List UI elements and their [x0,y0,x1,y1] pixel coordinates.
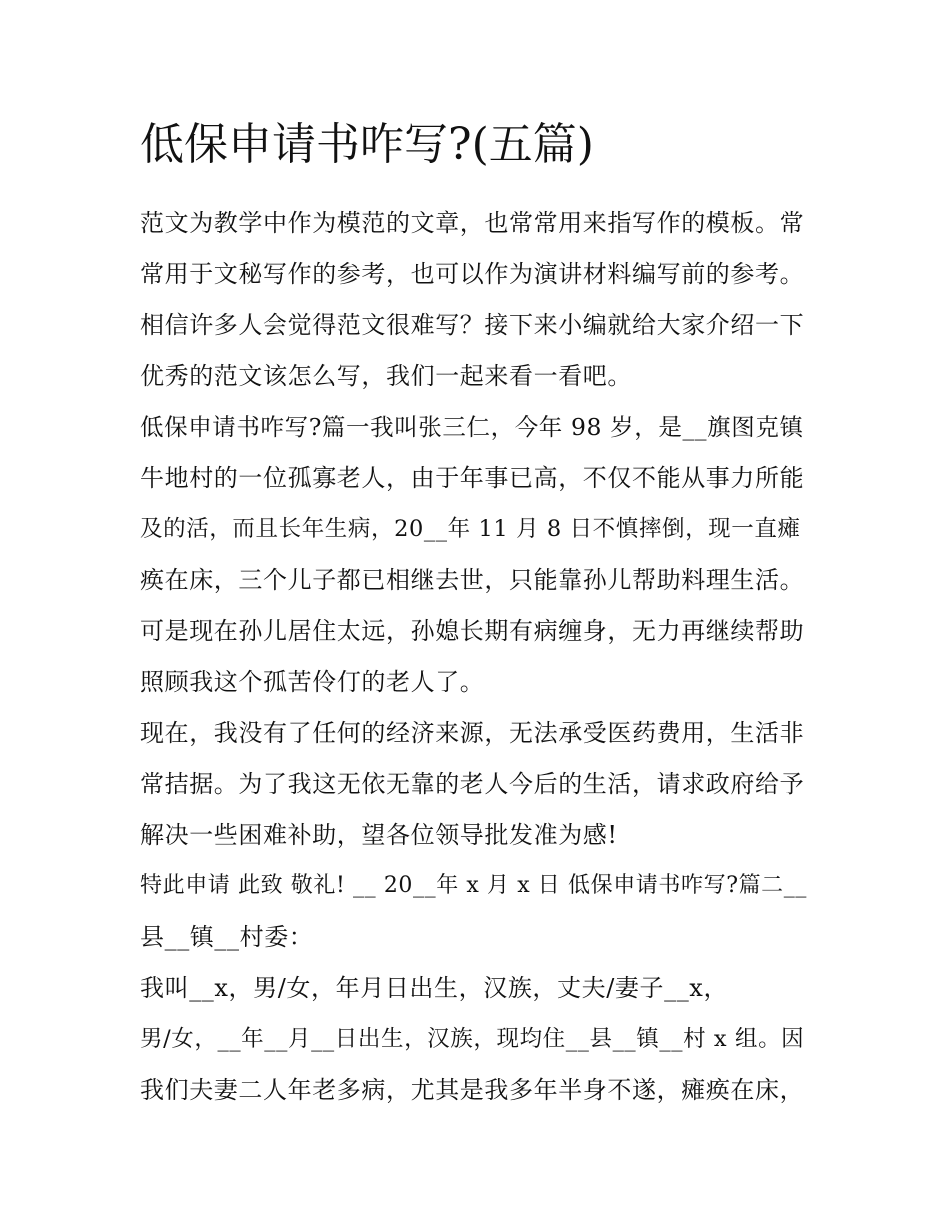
text-line: 范文为教学中作为模范的文章，也常常用来指写作的模板。常 [140,209,805,237]
text-line: 男/女，__年__月__日出生，汉族，现均住__县__镇__村 x 组。因 [140,1026,805,1052]
text-line: 优秀的范文该怎么写，我们一起来看一看吧。 [140,362,632,390]
text-line: 特此申请 此致 敬礼! __ 20__年 x 月 x 日 低保申请书咋写?篇二__ [140,873,807,898]
text-line: 我叫__x，男/女，年月日出生，汉族，丈夫/妻子__x， [140,974,729,1002]
text-line: 常用于文秘写作的参考，也可以作为演讲材料编写前的参考。 [140,260,805,288]
text-line: 可是现在孙儿居住太远，孙媳长期有病缠身，无力再继续帮助 [140,617,805,645]
text-line: 现在，我没有了任何的经济来源，无法承受医药费用，生活非 [140,719,805,747]
text-line: 及的活，而且长年生病，20__年 11 月 8 日不慎摔倒，现一直瘫 [140,516,801,542]
text-line: 牛地村的一位孤寡老人，由于年事已高，不仅不能从事力所能 [140,464,805,492]
text-line: 照顾我这个孤苦伶仃的老人了。 [140,668,485,696]
text-line: 痪在床，三个儿子都已相继去世，只能靠孙儿帮助料理生活。 [140,566,805,594]
text-line: 常拮据。为了我这无依无靠的老人今后的生活，请求政府给予 [140,770,805,798]
text-line: 低保申请书咋写?篇一我叫张三仁，今年 98 岁，是__旗图克镇 [140,413,804,441]
text-line: 解决一些困难补助，望各位领导批发准为感! [140,821,618,849]
text-line: 相信许多人会觉得范文很难写？接下来小编就给大家介绍一下 [140,311,805,339]
text-line: 县__镇__村委： [140,923,314,951]
document-title: 低保申请书咋写?(五篇) [140,119,594,170]
text-line: 我们夫妻二人年老多病，尤其是我多年半身不遂，瘫痪在床， [140,1076,805,1104]
